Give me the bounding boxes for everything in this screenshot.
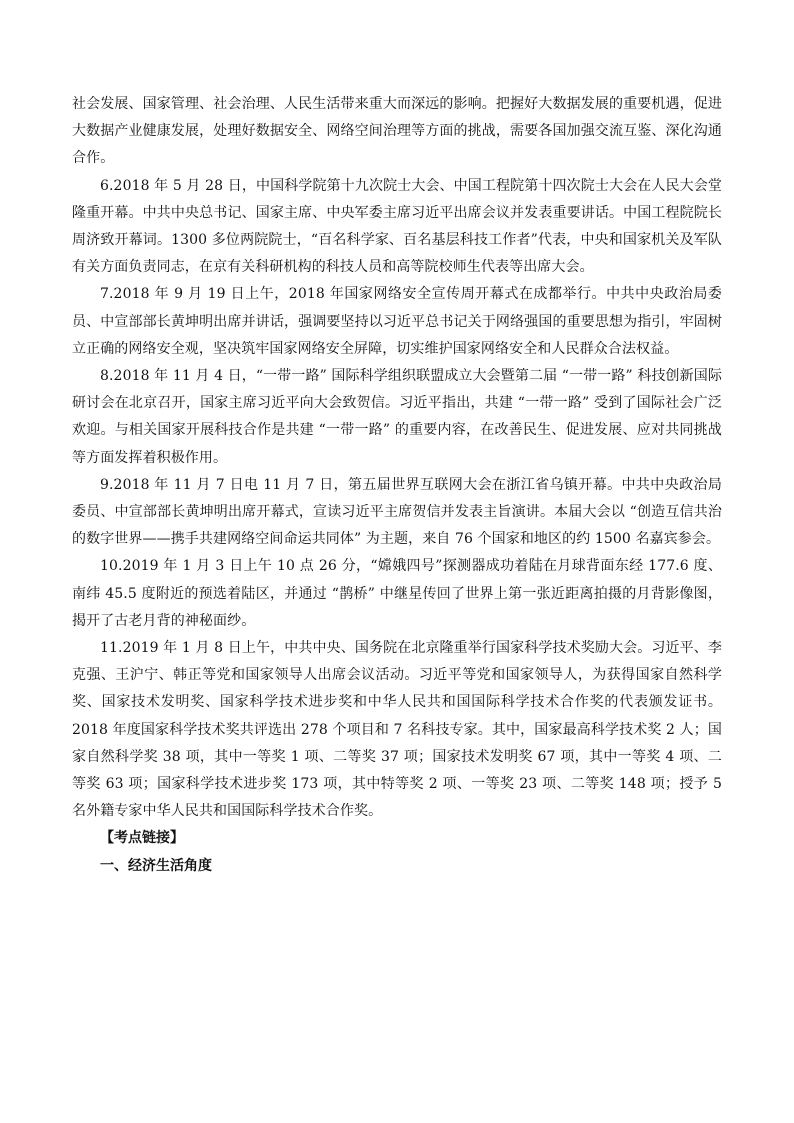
- paragraph-item-10: 10.2019 年 1 月 3 日上午 10 点 26 分，“嫦娥四号”探测器成功着陆在月球背面东经 177.6 度、南纬 45.5 度附近的预选着陆区，并通过 “鹊桥” 中继星传回了世界上第一张近距离拍摄的月背影像图，揭开了古老月背的神秘面纱。: [72, 558, 722, 629]
- paragraph-item-6: 6.2018 年 5 月 28 日，中国科学院第十九次院士大会、中国工程院第十四次院士大会在人民大会堂隆重开幕。中共中央总书记、国家主席、中央军委主席习近平出席会议并发表重要讲话。中国工程院院长周济致开幕词。1300 多位两院院士，“百名科学家、百名基层科技工作者”代表，中央和国家机关及军队有关方面负责同志，在京有关科研机构的科技人员和高等院校师生代表等出席大会。: [72, 177, 722, 276]
- paragraph-item-11: 11.2019 年 1 月 8 日上午，中共中央、国务院在北京隆重举行国家科学技术奖励大会。习近平、李克强、王沪宁、韩正等党和国家领导人出席会议活动。习近平等党和国家领导人，为获得国家自然科学奖、国家技术发明奖、国家科学技术进步奖和中华人民共和国国际科学技术合作奖的代表颁发证书。2018 年度国家科学技术奖共评选出 278 个项目和 7 名科技专家。其中，国家最高科学技术奖 2 人；国家自然科学奖 38 项，其中一等奖 1 项、二等奖 37 项；国家技术发明奖 67 项，其中一等奖 4 项、二等奖 63 项；国家科学技术进步奖 173 项，其中特等奖 2 项、一等奖 23 项、二等奖 148 项；授予 5 名外籍专家中华人民共和国国际科学技术合作奖。: [72, 640, 722, 820]
- section-heading-economic-life: 一、经济生活角度: [100, 857, 212, 874]
- paragraph-continuation: 社会发展、国家管理、社会治理、人民生活带来重大而深远的影响。把握好大数据发展的重要机遇，促进大数据产业健康发展，处理好数据安全、网络空间治理等方面的挑战，需要各国加强交流互鉴、深化沟通合作。: [72, 96, 722, 167]
- paragraph-item-9: 9.2018 年 11 月 7 日电 11 月 7 日，第五届世界互联网大会在浙江省乌镇开幕。中共中央政治局委员、中宣部部长黄坤明出席开幕式，宣读习近平主席贺信并发表主旨演讲。本届大会以 “创造互信共治的数字世界——携手共建网络空间命运共同体” 为主题，来自 76 个国家和地区的约 1500 名嘉宾参会。: [72, 476, 722, 548]
- section-heading-links: 【考点链接】: [100, 830, 184, 847]
- paragraph-item-8: 8.2018 年 11 月 4 日，“一带一路” 国际科学组织联盟成立大会暨第二届 “一带一路” 科技创新国际研讨会在北京召开，国家主席习近平向大会致贺信。习近平指出，共建 “一带一路” 受到了国际社会广泛欢迎。与相关国家开展科技合作是共建 “一带一路” 的重要内容，在改善民生、促进发展、应对共同挑战等方面发挥着积极作用。: [72, 368, 722, 466]
- paragraph-item-7: 7.2018 年 9 月 19 日上午，2018 年国家网络安全宣传周开幕式在成都举行。中共中央政治局委员、中宣部部长黄坤明出席并讲话，强调要坚持以习近平总书记关于网络强国的重要思想为指引，牢固树立正确的网络安全观，坚决筑牢国家网络安全屏障，切实维护国家网络安全和人民群众合法权益。: [72, 286, 722, 357]
